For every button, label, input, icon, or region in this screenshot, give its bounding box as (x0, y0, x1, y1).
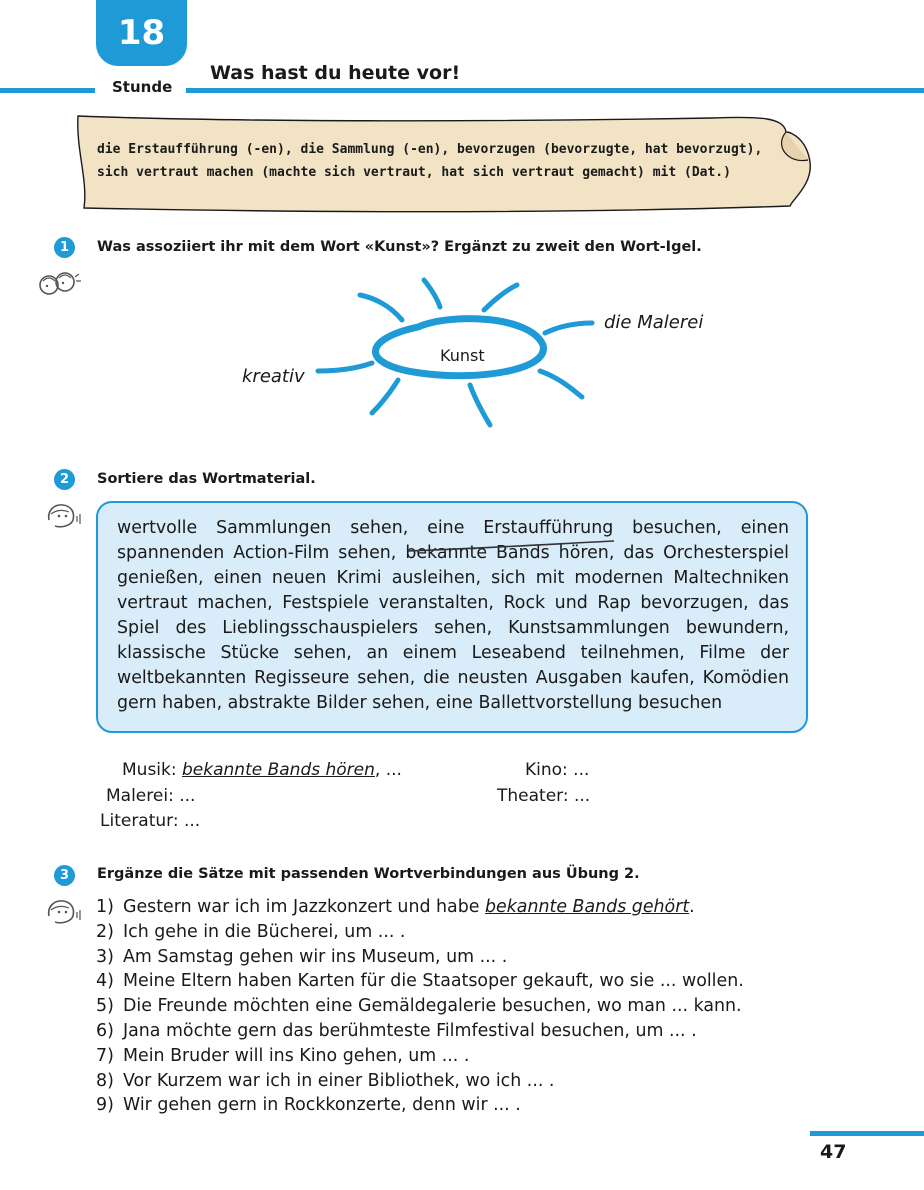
lesson-label: Stunde (112, 78, 173, 96)
pair-work-icon (37, 271, 83, 297)
category-rest: , ... (374, 760, 402, 780)
sentence-text: Wir gehen gern in Rockkonzerte, denn wir ... . (123, 1095, 521, 1116)
page-number: 47 (820, 1141, 847, 1163)
sentence-text: Mein Bruder will ins Kino gehen, um ... . (123, 1045, 470, 1066)
sentence-list (96, 895, 816, 1118)
category-literatur: Literatur: ... (100, 811, 201, 831)
exercise-instruction: Sortiere das Wortmaterial. (97, 471, 316, 487)
word-material-part: , das Orchesterspiel genießen, einen neuen Krimi ausleihen, sich mit modernen Maltechniken vertraut machen, Festspiele veranstalten, Rock und Rap bevorzugen, das Spiel des Lieblingsschauspielers sehen, Kunstsammlungen bewundern, klassische Stücke sehen, an einem Leseabend teilnehmen, Filme der weltbekannten Regisseure sehen, die neusten Ausgaben kaufen, Komödien gern haben, abstrakte Bilder sehen, eine Ballettvorstellung besuchen (117, 543, 789, 713)
exercise-number-text: 2 (59, 472, 70, 487)
handwritten-strikethrough (406, 539, 616, 555)
sentence-text: Ich gehe in die Bücherei, um ... . (123, 921, 406, 942)
sentence-example: bekannte Bands gehört (485, 897, 690, 917)
sentence-number: 6) (96, 1020, 114, 1041)
sentence-number: 8) (96, 1070, 114, 1091)
thinking-head-icon (45, 898, 83, 926)
exercise-instruction: Ergänze die Sätze mit passenden Wortverbindungen aus Übung 2. (97, 866, 640, 882)
category-musik (122, 760, 402, 780)
exercise-number-text: 1 (59, 240, 70, 255)
exercise-number (54, 865, 75, 886)
sentence-number: 4) (96, 971, 114, 992)
page-title: Was hast du heute vor! (210, 62, 461, 84)
sentence-number: 5) (96, 996, 114, 1017)
category-example: bekannte Bands hören (182, 760, 375, 780)
category-malerei: Malerei: ... (106, 786, 196, 806)
sentence-item (96, 969, 816, 994)
category-label: Musik: (122, 760, 177, 780)
sentence-text: . (689, 897, 695, 917)
lesson-number: 18 (117, 13, 166, 53)
exercise-number (54, 469, 75, 490)
sentence-number: 3) (96, 946, 114, 967)
sentence-item (96, 945, 816, 970)
sentence-item (96, 1044, 816, 1069)
header-rule-right (186, 88, 924, 93)
lesson-number-tab (96, 0, 187, 66)
category-theater: Theater: ... (497, 786, 591, 806)
sentence-number: 1) (96, 897, 114, 917)
sentence-text: Gestern war ich im Jazzkonzert und habe (123, 897, 485, 917)
sentence-text: Meine Eltern haben Karten für die Staatsoper gekauft, wo sie ... wollen. (123, 971, 744, 992)
word-material-struck: bekannte Bands hören (405, 543, 609, 563)
sentence-number: 2) (96, 921, 114, 942)
sentence-text: Am Samstag gehen wir ins Museum, um ... . (123, 946, 508, 967)
word-web-example: kreativ (242, 366, 305, 387)
header-rule-left (0, 88, 95, 93)
sentence-text: Jana möchte gern das berühmteste Filmfestival besuchen, um ... . (123, 1020, 697, 1041)
sentence-rest-list (96, 920, 816, 1118)
thinking-head-icon (45, 502, 83, 530)
sentence-text: Vor Kurzem war ich in einer Bibliothek, wo ich ... . (123, 1070, 555, 1091)
sentence-number: 9) (96, 1095, 114, 1116)
word-material-part: wertvolle Sammlungen sehen, eine Erstaufführung besuchen, einen spannenden Action-Film sehen, (117, 518, 789, 563)
sentence-item (96, 895, 816, 920)
sentence-item (96, 994, 816, 1019)
sentence-item (96, 920, 816, 945)
vocabulary-line: sich vertraut machen (machte sich vertraut, hat sich vertraut gemacht) mit (Dat.) (97, 165, 731, 180)
category-kino: Kino: ... (525, 760, 590, 780)
sentence-item (96, 1093, 816, 1118)
vocabulary-line: die Erstaufführung (-en), die Sammlung (-en), bevorzugen (bevorzugte, hat bevorzugt), (97, 142, 763, 157)
footer-rule (810, 1131, 924, 1136)
word-web-example: die Malerei (604, 312, 704, 333)
sentence-number: 7) (96, 1045, 114, 1066)
exercise-number (54, 237, 75, 258)
sentence-item (96, 1019, 816, 1044)
exercise-number-text: 3 (59, 868, 70, 883)
sentence-item (96, 1069, 816, 1094)
word-web-center: Kunst (440, 346, 485, 365)
vocabulary-list (97, 138, 763, 184)
sentence-text: Die Freunde möchten eine Gemäldegalerie besuchen, wo man ... kann. (123, 996, 742, 1017)
exercise-instruction: Was assoziiert ihr mit dem Wort «Kunst»? Ergänzt zu zweit den Wort-Igel. (97, 239, 702, 255)
